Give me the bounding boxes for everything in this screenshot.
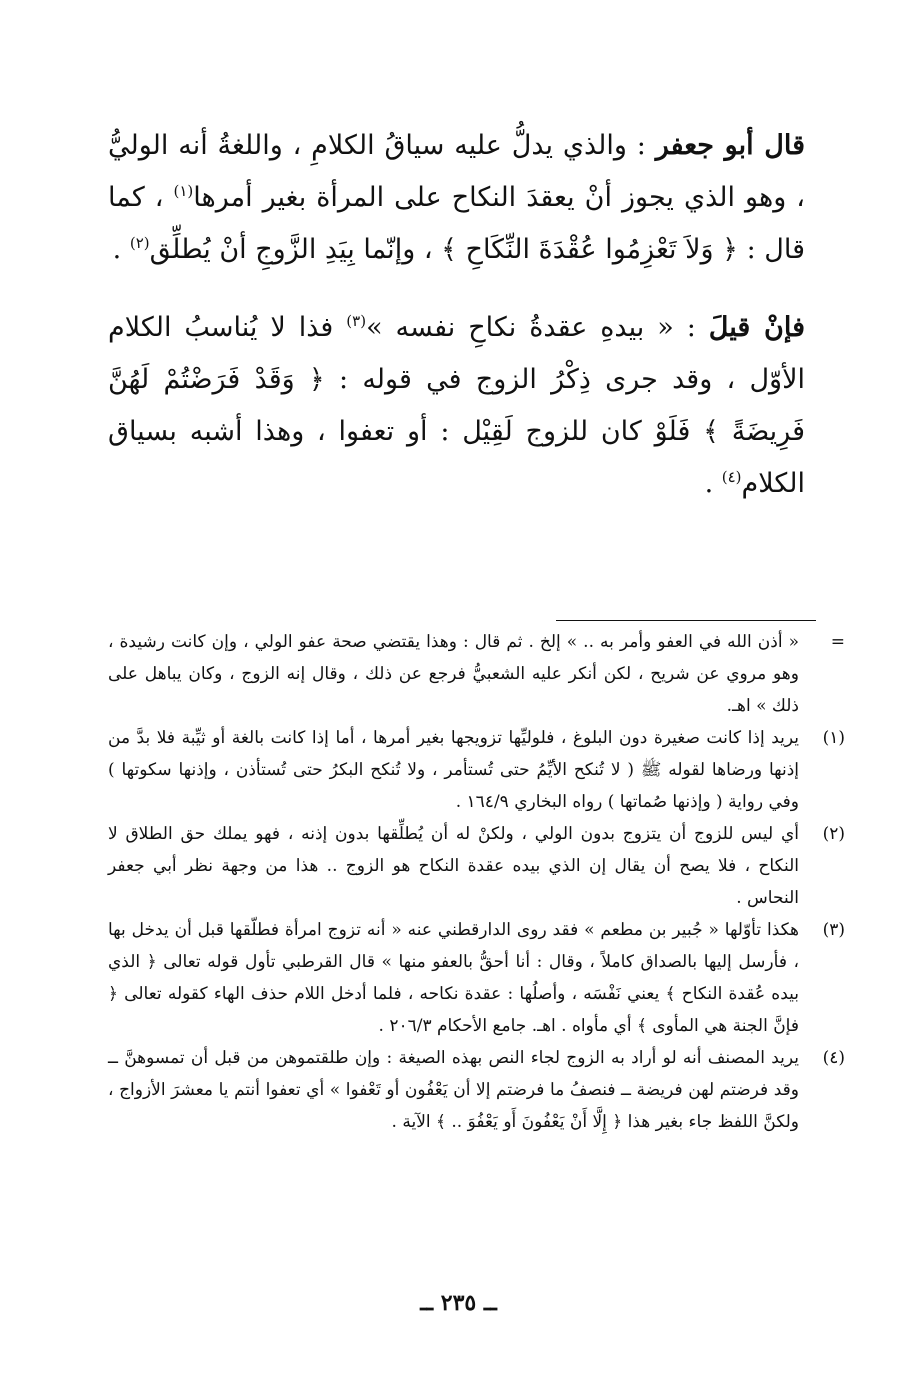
footnote-text: « أذن الله في العفو وأمر به .. » إلخ . ثم قال : وهذا يقتضي صحة عفو الولي ، وإن كانت رشيدة ، وهو مروي عن شريح ، لكن أنكر عليه الشعبيُّ فرجع عن ذلك ، وقال إنه الزوج ، وكان يباهل على ذلك » اهـ. <box>108 632 799 716</box>
footnote-text: يريد إذا كانت صغيرة دون البلوغ ، فلوليِّها تزويجها بغير أمرها ، أما إذا كانت بالغة أو ثيِّبة فلا بدَّ من إذنها ورضاها لقوله ﷺ ( لا تُنكح الأيِّمُ حتى تُستأمر ، ولا تُنكح البكرُ حتى تُستأذن ، وإذنها سكوتها ) وفي رواية ( وإذنها صُماتها ) رواه البخاري ١٦٤/٩ . <box>108 728 799 812</box>
page-number: ــ ٢٣٥ ــ <box>420 1290 497 1316</box>
footnote-3 <box>108 914 845 1042</box>
footnote-continued <box>108 626 845 722</box>
footnote-separator <box>556 620 816 621</box>
paragraph-end: . <box>112 234 122 265</box>
footnote-1 <box>108 722 845 818</box>
paragraph-text: ، كما قال : ﴿ وَلاَ تَعْزِمُوا عُقْدَةَ النِّكَاحِ ﴾ ، وإنّما بِيَدِ الزَّوجِ أنْ يُطلِّق <box>108 182 805 265</box>
footnote-marker: (١) <box>822 728 845 748</box>
paragraph-lead: فإنْ قيلَ <box>708 312 805 343</box>
footnote-marker: (٣) <box>822 920 845 940</box>
paragraph-2 <box>108 302 805 510</box>
footnote-marker: (٤) <box>822 1048 845 1068</box>
footnotes <box>108 626 845 1138</box>
footnote-ref: (٤) <box>721 468 742 486</box>
footnote-text: يريد المصنف أنه لو أراد به الزوج لجاء النص بهذه الصيغة : وإن طلقتموهن من قبل أن تمسوهنَّ ــ وقد فرضتم لهن فريضة ــ فنصفُ ما فرضتم إلا أن يَعْفُون أو تَعْفوا » أي تعفوا أنتم يا معشرَ الأزواج ، ولكنَّ اللفظ جاء بغير هذا ﴿ إِلَّا أَنْ يَعْفُونَ أَو يَعْفُوَ .. ﴾ الآية . <box>108 1048 799 1132</box>
footnote-marker: (٢) <box>822 824 845 844</box>
main-text <box>108 120 805 536</box>
paragraph-1 <box>108 120 805 276</box>
footnote-ref: (١) <box>173 182 194 200</box>
paragraph-lead: قال أبو جعفر <box>655 130 805 161</box>
paragraph-end: . <box>704 468 714 499</box>
paragraph-text: : « بيدهِ عقدةُ نكاحِ نفسه » <box>366 312 696 343</box>
footnote-2 <box>108 818 845 914</box>
footnote-4 <box>108 1042 845 1138</box>
footnote-ref: (٣) <box>346 312 367 330</box>
paragraph-text: فذا لا يُناسبُ الكلام الأوّل ، وقد جرى ذِكْرُ الزوج في قوله : ﴿ وَقَدْ فَرَضْتُمْ لَهُنَّ فَرِيضَةً ﴾ فَلَوْ كان للزوج لَقِيْل : أو تعفوا ، وهذا أشبه بسياق الكلام <box>108 312 805 499</box>
footnote-ref: (٢) <box>129 234 150 252</box>
paragraph-text: : والذي يدلُّ عليه سياقُ الكلامِ ، واللغةُ أنه الوليُّ ، وهو الذي يجوز أنْ يعقدَ النكاح على المرأة بغير أمرها <box>108 130 805 213</box>
footnote-marker: = <box>830 632 845 652</box>
footnote-text: هكذا تأوّلها « جُبير بن مطعم » فقد روى الدارقطني عنه « أنه تزوج امرأة فطلّقها قبل أن يدخل بها ، فأرسل إليها بالصداق كاملاً ، وقال : أنا أحقُّ بالعفو منها » قال القرطبي تأول قوله تعالى ﴿ الذي بيده عُقدة النكاح ﴾ يعني نَفْسَه ، وأصلُها : عقدة نكاحه ، فلما أدخل اللام حذف الهاء كقوله تعالى ﴿ فإنَّ الجنة هي المأوى ﴾ أي مأواه . اهـ. جامع الأحكام ٢٠٦/٣ . <box>108 920 799 1036</box>
footnote-text: أي ليس للزوج أن يتزوج بدون الولي ، ولكنْ له أن يُطلِّقها بدون إذنه ، فهو يملك حق الطلاق لا النكاح ، فلا يصح أن يقال إن الذي بيده عقدة النكاح هو الزوج .. هذا من وجهة نظر أبي جعفر النحاس . <box>108 824 799 908</box>
